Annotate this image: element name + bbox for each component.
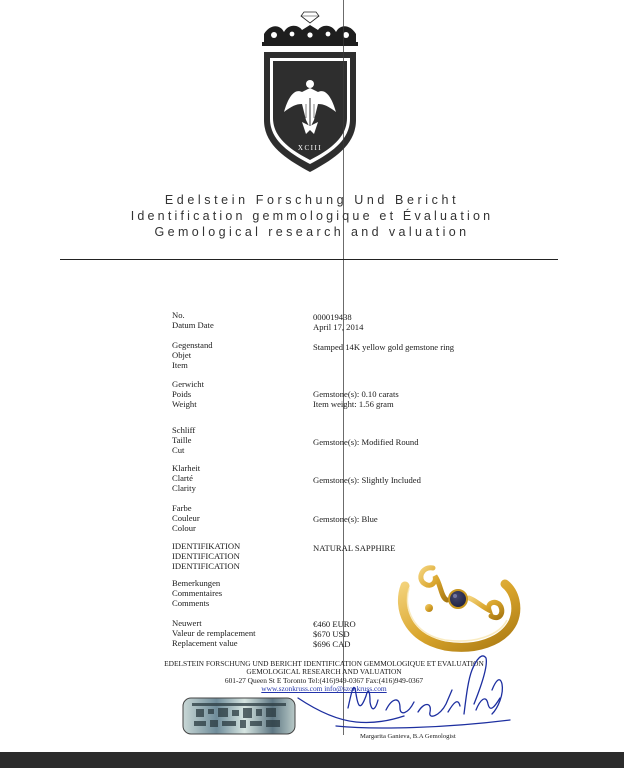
field-label: Item [172, 360, 188, 370]
heading-german: Edelstein Forschung Und Bericht [164, 193, 460, 207]
field-label: Schliff [172, 425, 196, 435]
field-label: Couleur [172, 513, 200, 523]
heading-french: Identification gemmologique et Évaluation [130, 209, 494, 223]
value-euro: €460 EURO [313, 619, 356, 629]
field-label: Replacement value [172, 638, 238, 648]
item-weight: Item weight: 1.56 gram [313, 399, 394, 409]
identification-value: NATURAL SAPPHIRE [313, 543, 396, 553]
field-label: Taille [172, 435, 192, 445]
field-label: Weight [172, 399, 197, 409]
field-label: Cut [172, 445, 185, 455]
field-label: Clarity [172, 483, 196, 493]
sapphire-icon [449, 590, 467, 608]
field-label: Farbe [172, 503, 192, 513]
diamond-icon [301, 12, 319, 23]
scan-edge-bar [0, 752, 624, 768]
field-label: IDENTIFICATION [172, 561, 240, 571]
item-description: Stamped 14K yellow gold gemstone ring [313, 342, 455, 352]
colour-value: Gemstone(s): Blue [313, 514, 378, 524]
footer-company-line: EDELSTEIN FORSCHUNG UND BERICHT IDENTIFICATION GEMMOLOGIQUE ET EVALUATION [164, 659, 484, 668]
header-divider [60, 259, 558, 260]
ring-photo [395, 546, 525, 654]
field-label: Datum Date [172, 320, 214, 330]
field-label: IDENTIFICATION [172, 551, 240, 561]
heading-english: Gemological research and valuation [154, 225, 470, 239]
field-label: Valeur de remplacement [172, 628, 256, 638]
cut-value: Gemstone(s): Modified Round [313, 437, 419, 447]
field-label: Klarheit [172, 463, 201, 473]
field-label: Objet [172, 350, 192, 360]
field-label: Poids [172, 389, 192, 399]
field-label: Gerwicht [172, 379, 204, 389]
field-label: Colour [172, 523, 196, 533]
crest-numeral: XCIII [297, 144, 323, 152]
field-label: Gegenstand [172, 340, 213, 350]
field-label: Neuwert [172, 618, 202, 628]
value-usd: $670 USD [313, 629, 350, 639]
field-label: No. [172, 310, 185, 320]
gemologist-name: Margarita Ganieva, B.A Gemologist [360, 733, 456, 740]
field-label: Comments [172, 598, 210, 608]
footer-address-line: 601-27 Queen St E Toronto Tel:(416)949-0367 Fax:(416)949-0367 [224, 676, 424, 685]
field-label: Bemerkungen [172, 578, 221, 588]
certificate-date: April 17, 2014 [313, 322, 364, 332]
footer-subtitle-line: GEMOLOGICAL RESEARCH AND VALUATION [246, 667, 402, 676]
clarity-value: Gemstone(s): Slightly Included [313, 475, 421, 485]
footer-web-link[interactable]: www.szonkruss.com info@szonkruss.com [261, 684, 387, 693]
field-label: Clarté [172, 473, 193, 483]
certificate-number: 000019438 [313, 312, 352, 322]
value-cad: $696 CAD [313, 639, 351, 649]
signature-icon [296, 650, 512, 740]
field-label: Commentaires [172, 588, 223, 598]
gemstone-weight: Gemstone(s): 0.10 carats [313, 389, 399, 399]
hologram-sticker-icon [182, 697, 296, 735]
field-label: IDENTIFIKATION [172, 541, 241, 551]
